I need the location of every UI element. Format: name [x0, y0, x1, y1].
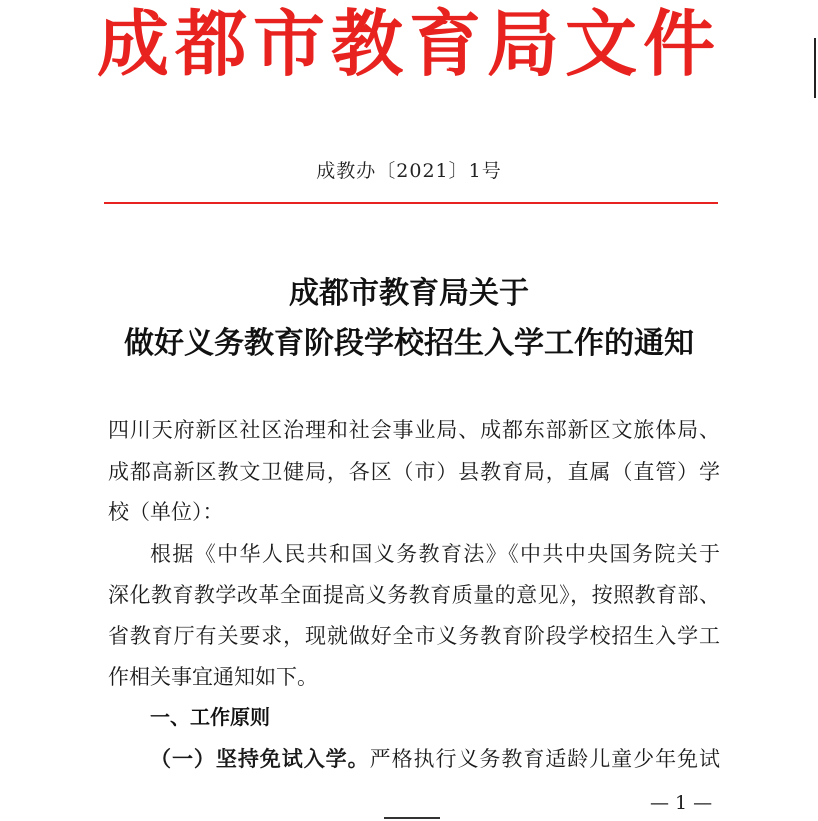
page-number: — 1 —: [650, 792, 713, 814]
bottom-divider-stub: [384, 817, 440, 819]
body-line-4: 作相关事宜通知如下。: [108, 665, 318, 689]
subsection-lead: （一）坚持免试入学。: [150, 747, 370, 771]
addressee-line-3: 校（单位）：: [108, 500, 224, 524]
page-edge-mark: [814, 38, 816, 98]
subsection-text: 严格执行义务教育适龄儿童少年免试: [369, 747, 721, 771]
red-separator-line: [104, 202, 718, 204]
body-line-3: 省教育厅有关要求，现就做好全市义务教育阶段学校招生入学工: [108, 624, 720, 648]
addressee-line-2: 成都高新区教文卫健局，各区（市）县教育局，直属（直管）学: [108, 460, 720, 484]
document-number: 成教办〔2021〕1号: [316, 160, 502, 182]
body-line-2: 深化教育教学改革全面提高义务教育质量的意见》，按照教育部、: [108, 583, 720, 607]
subsection-line: [150, 743, 720, 775]
notice-title-line-1: 成都市教育局关于: [289, 276, 529, 311]
document-masthead: 成都市教育局文件: [96, 2, 721, 86]
addressee-line-1: 四川天府新区社区治理和社会事业局、成都东部新区文旅体局、: [108, 418, 720, 442]
section-heading: 一、工作原则: [150, 705, 270, 729]
body-line-1: 根据《中华人民共和国义务教育法》《中共中央国务院关于: [150, 542, 720, 566]
notice-title-line-2: 做好义务教育阶段学校招生入学工作的通知: [124, 326, 694, 361]
